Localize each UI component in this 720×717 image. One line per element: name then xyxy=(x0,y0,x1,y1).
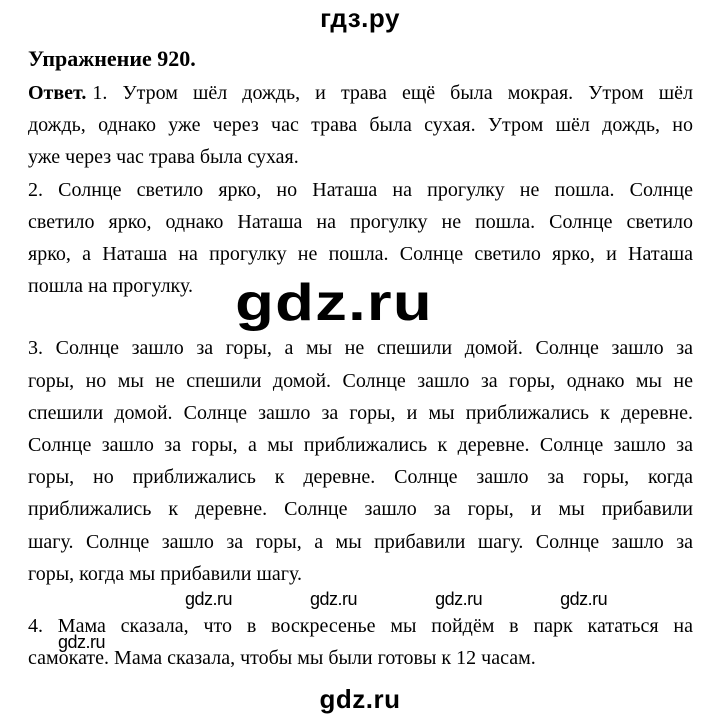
gdz-watermark-footer: gdz.ru xyxy=(319,684,401,715)
text-line: горы, но мы не спешили домой. Солнце зашло за горы, однако мы не xyxy=(28,369,693,392)
site-header-watermark: гдз.ру xyxy=(320,3,400,33)
text-line: ярко, а Наташа на прогулку не пошла. Солнце светило ярко, и Наташа xyxy=(28,243,693,266)
text-line: 3. Солнце зашло за горы, а мы не спешили домой. Солнце зашло за xyxy=(28,337,693,360)
text-line: пошла на прогулку. xyxy=(28,275,193,298)
gdz-watermark-small: gdz.ru xyxy=(560,589,608,610)
gdz-watermark-row xyxy=(185,591,720,608)
answer-paragraph-4 xyxy=(28,610,693,674)
gdz-watermark-small: gdz.ru xyxy=(435,589,483,610)
answer-paragraph-1 xyxy=(28,77,693,174)
paragraph-4-lines xyxy=(28,610,693,674)
text-line: шагу. Солнце зашло за горы, а мы прибавили шагу. Солнце зашло за xyxy=(28,530,693,553)
text-line: дождь, однако уже через час трава была сухая. Утром шёл дождь, но xyxy=(28,114,693,137)
text-line: самокате. Мама сказала, чтобы мы были готовы к 12 часам. xyxy=(28,647,536,670)
exercise-title: Упражнение 920. xyxy=(28,46,196,71)
text-line-content: 1. Утром шёл дождь, и трава ещё была мокрая. Утром шёл xyxy=(92,82,693,104)
answer-label: Ответ. xyxy=(28,82,87,104)
text-line: спешили домой. Солнце зашло за горы, и мы приближались к деревне. xyxy=(28,401,693,424)
text-line: горы, когда мы прибавили шагу. xyxy=(28,562,302,585)
text-line xyxy=(28,77,693,109)
text-line: 2. Солнце светило ярко, но Наташа на прогулку не пошла. Солнце xyxy=(28,178,693,201)
answer-paragraph-3 xyxy=(28,332,693,590)
gdz-watermark-large: gdz.ru xyxy=(235,274,433,333)
gdz-watermark-small: gdz.ru xyxy=(310,589,358,610)
gdz-watermark-inline: gdz.ru xyxy=(58,632,106,653)
text-line: горы, но приближались к деревне. Солнце зашло за горы, когда xyxy=(28,466,693,489)
gdz-watermark-small: gdz.ru xyxy=(185,589,233,610)
text-line: уже через час трава была сухая. xyxy=(28,146,299,169)
text-line: Солнце зашло за горы, а мы приближались к деревне. Солнце зашло за xyxy=(28,434,693,457)
text-line: приближались к деревне. Солнце зашло за горы, и мы прибавили xyxy=(28,498,693,521)
text-line: 4. Мама сказала, что в воскресенье мы пойдём в парк кататься на xyxy=(28,615,693,638)
text-line: светило ярко, однако Наташа на прогулку не пошла. Солнце светило xyxy=(28,210,693,233)
paragraph-1-lines xyxy=(28,109,693,173)
